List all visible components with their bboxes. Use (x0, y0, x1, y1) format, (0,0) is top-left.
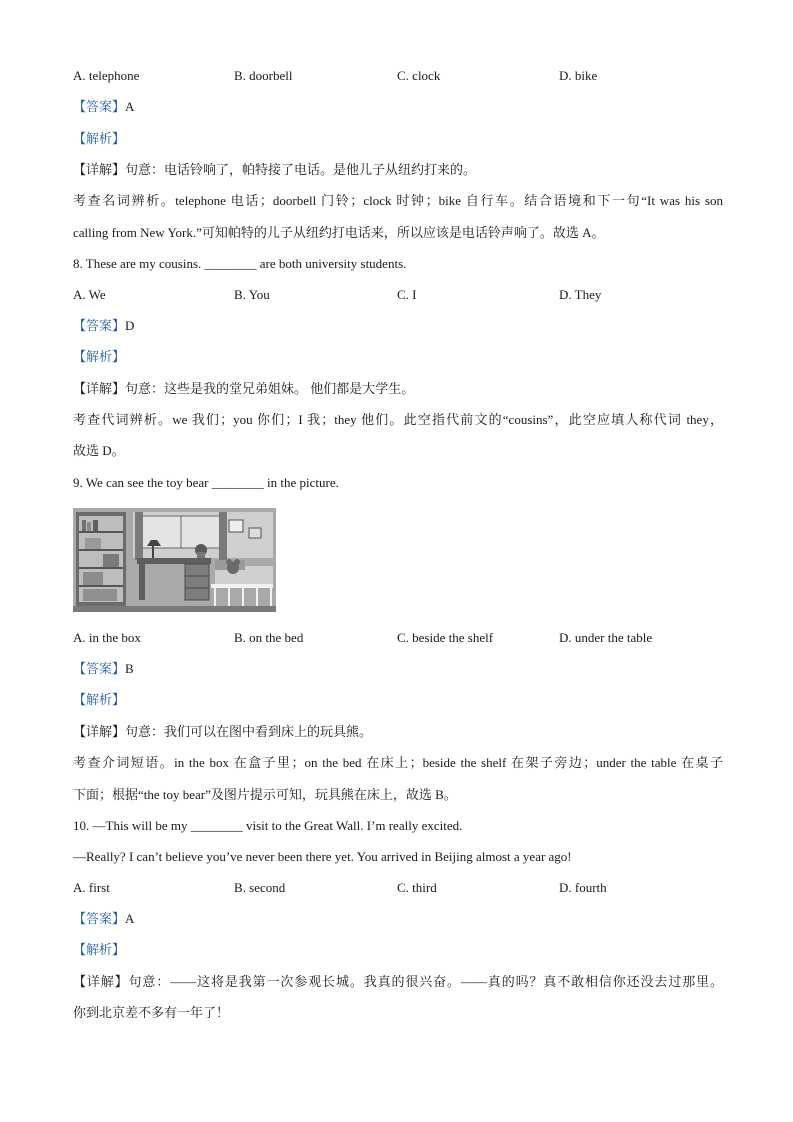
answer-tag: 【答案】 (73, 99, 126, 114)
detail-text: 句意：电话铃响了，帕特接了电话。是他儿子从纽约打来的。 (125, 162, 477, 177)
answer-value: B (125, 661, 134, 676)
q8-detail (73, 381, 723, 397)
answer-value: A (125, 99, 135, 114)
detail-text: 句意：这些是我的堂兄弟姐妹。 他们都是大学生。 (125, 381, 415, 396)
q10-question: 10. —This will be my ________ visit to the Great Wall. I’m really excited. (73, 818, 463, 833)
q7-analysis-tag: 【解析】 (73, 131, 126, 146)
q10-option-d: D. fourth (559, 880, 607, 895)
q10-analysis-tag: 【解析】 (73, 942, 126, 957)
q7-option-c: C. clock (397, 68, 441, 83)
detail-text: 句意：我们可以在图中看到床上的玩具熊。 (125, 724, 373, 739)
q7-detail (73, 162, 723, 178)
q7-explanation-line-1: 考查名词辨析。telephone 电话；doorbell 门铃；clock 时钟；bike 自行车。结合语境和下一句“It was his son (73, 193, 723, 208)
q10-option-c: C. third (397, 880, 437, 895)
q10-detail-line-2: 你到北京差不多有一年了！ (73, 1005, 230, 1020)
q9-option-c: C. beside the shelf (397, 630, 494, 645)
q9-option-b: B. on the bed (234, 630, 304, 645)
q8-option-c: C. I (397, 287, 417, 302)
answer-value: A (125, 911, 135, 926)
q9-option-d: D. under the table (559, 630, 653, 645)
q8-option-a: A. We (73, 287, 106, 302)
q9-question: 9. We can see the toy bear ________ in the picture. (73, 475, 339, 490)
detail-tag: 【详解】 (73, 381, 126, 396)
q8-answer (73, 318, 723, 334)
q9-explanation-line-1: 考查介词短语。in the box 在盒子里；on the bed 在床上；beside the shelf 在架子旁边；under the table 在桌子 (73, 755, 723, 770)
q8-option-b: B. You (234, 287, 270, 302)
detail-tag: 【详解】 (73, 724, 126, 739)
q8-options (73, 287, 723, 303)
q10-option-a: A. first (73, 880, 110, 895)
q10-options (73, 880, 723, 896)
q8-explanation-line-2: 故选 D。 (73, 443, 125, 458)
q7-option-b: B. doorbell (234, 68, 293, 83)
q7-option-a: A. telephone (73, 68, 140, 83)
answer-tag: 【答案】 (73, 661, 126, 676)
answer-value: D (125, 318, 135, 333)
q8-explanation-line-1: 考查代词辨析。we 我们；you 你们；I 我；they 他们。此空指代前文的“cousins”，此空应填人称代词 they， (73, 412, 723, 427)
detail-tag: 【详解】 (73, 974, 129, 989)
q10-detail (73, 974, 723, 990)
q9-explanation-line-2: 下面；根据“the toy bear”及图片提示可知，玩具熊在床上，故选 B。 (73, 787, 457, 802)
q7-answer (73, 99, 723, 115)
q10-reply: —Really? I can’t believe you’ve never been there yet. You arrived in Beijing almost a year ago! (73, 849, 572, 864)
q9-detail (73, 724, 723, 740)
q8-question: 8. These are my cousins. ________ are both university students. (73, 256, 407, 271)
detail-text: 句意：——这将是我第一次参观长城。我真的很兴奋。——真的吗？真不敢相信你还没去过那里。 (128, 974, 723, 989)
detail-tag: 【详解】 (73, 162, 126, 177)
q7-option-d: D. bike (559, 68, 598, 83)
bedroom-picture (73, 508, 276, 612)
q9-analysis-tag: 【解析】 (73, 692, 126, 707)
answer-tag: 【答案】 (73, 911, 126, 926)
q9-answer (73, 661, 723, 677)
q10-option-b: B. second (234, 880, 286, 895)
q8-option-d: D. They (559, 287, 602, 302)
q9-option-a: A. in the box (73, 630, 141, 645)
q7-explanation-line-2: calling from New York.”可知帕特的儿子从纽约打电话来，所以应该是电话铃声响了。故选 A。 (73, 225, 605, 240)
answer-tag: 【答案】 (73, 318, 126, 333)
q10-answer (73, 911, 723, 927)
q7-options (73, 68, 723, 84)
q9-options (73, 630, 723, 646)
q8-analysis-tag: 【解析】 (73, 349, 126, 364)
